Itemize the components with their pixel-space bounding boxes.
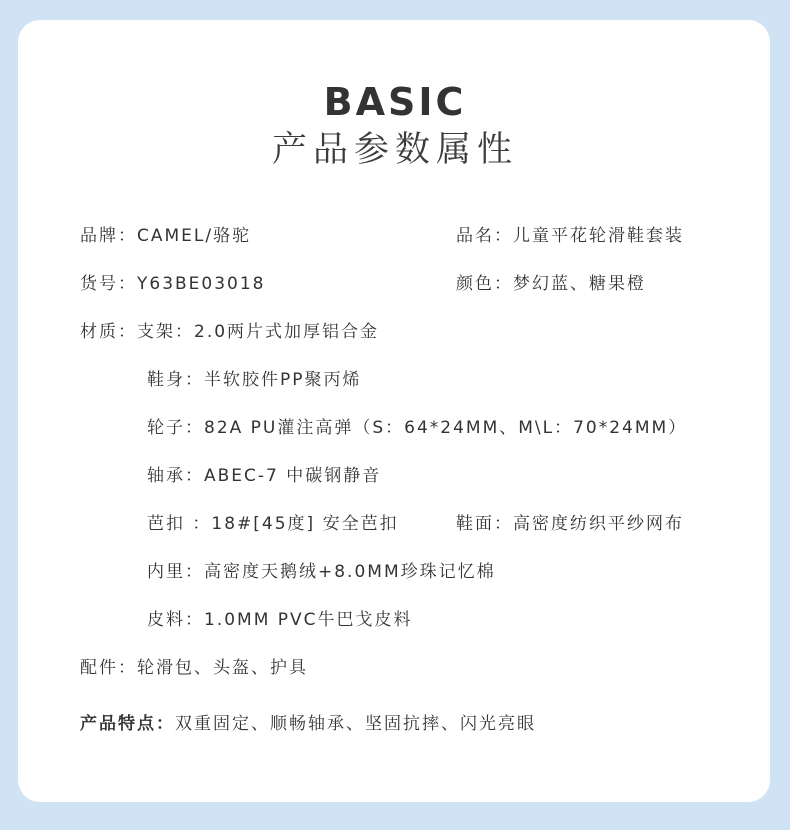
spec-product-name: 品名：儿童平花轮滑鞋套装 bbox=[456, 226, 684, 246]
spec-material: 材质：支架：2.0两片式加厚铝合金 bbox=[80, 322, 380, 342]
spec-brand: 品牌：CAMEL/骆驼 bbox=[80, 226, 252, 246]
spec-color: 颜色：梦幻蓝、糖果橙 bbox=[456, 274, 646, 294]
spec-wheels: 轮子：82A PU灌注高弹（S：64*24MM、M\L：70*24MM） bbox=[147, 418, 688, 438]
features-label: 产品特点： bbox=[80, 714, 175, 734]
spec-lining: 内里：高密度天鹅绒+8.0MM珍珠记忆棉 bbox=[147, 562, 496, 582]
features-value: 双重固定、顺畅轴承、坚固抗摔、闪光亮眼 bbox=[175, 714, 536, 734]
title-chinese: 产品参数属性 bbox=[271, 130, 518, 170]
spec-item-number: 货号：Y63BE03018 bbox=[80, 274, 266, 294]
spec-features bbox=[80, 712, 536, 736]
spec-buckle: 芭扣 ：18#[45度] 安全芭扣 bbox=[147, 514, 399, 534]
spec-accessories: 配件：轮滑包、头盔、护具 bbox=[80, 658, 308, 678]
title-english: BASIC bbox=[323, 80, 467, 124]
spec-shoe-body: 鞋身：半软胶件PP聚丙烯 bbox=[147, 370, 362, 390]
spec-bearing: 轴承：ABEC-7 中碳钢静音 bbox=[147, 466, 382, 486]
spec-leather: 皮料：1.0MM PVC牛巴戈皮料 bbox=[147, 610, 413, 630]
spec-upper: 鞋面：高密度纺织平纱网布 bbox=[456, 514, 684, 534]
